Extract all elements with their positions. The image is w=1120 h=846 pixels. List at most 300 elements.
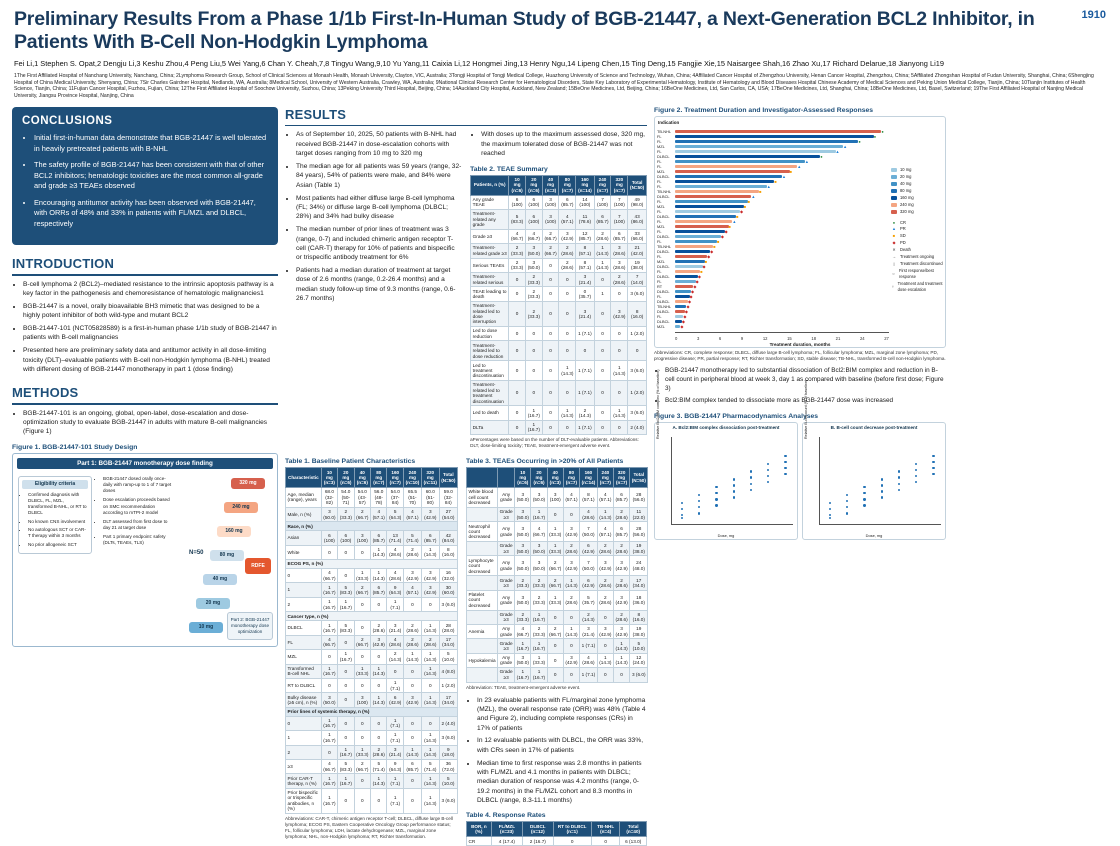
col-header: TB-NHL (n=4)	[591, 822, 620, 837]
x-tick-label: 21	[835, 336, 841, 342]
table-cell: 6 (42.9)	[387, 693, 404, 707]
results-right-block	[470, 130, 647, 449]
table-cell: 3 (42.9)	[421, 507, 439, 521]
table-cell: 3 (100)	[354, 531, 370, 545]
table-cell: 6 (100)	[525, 209, 542, 229]
table-cell: 0	[321, 545, 337, 559]
table-cell: Grade ≥3	[498, 639, 515, 653]
data-point	[784, 467, 786, 469]
swimmer-bar	[675, 165, 797, 168]
legend-label: CR	[900, 219, 906, 225]
table3-caption: Table 3. TEAEs Occurring in >20% of All Patients	[466, 458, 624, 466]
legend-symbol-icon: |	[893, 261, 895, 267]
table-row	[286, 560, 458, 569]
table-cell: 1 (14.3)	[611, 406, 628, 420]
table3-block	[466, 451, 647, 846]
legend-item-response	[891, 233, 943, 239]
swimmer-bar	[675, 145, 843, 148]
data-point	[846, 494, 848, 496]
table-cell: 0	[421, 716, 439, 730]
swimmer-bar	[675, 265, 703, 268]
table-cell: Prior CAR-T therapy, n (%)	[286, 774, 322, 788]
table-cell: 0	[371, 731, 387, 745]
table-cell: 0	[542, 361, 559, 381]
response-marker-icon: ■	[774, 178, 777, 184]
swimmer-row-label: DLBCL	[657, 234, 670, 240]
table-cell: 3 (100)	[542, 195, 559, 209]
introduction-list	[12, 280, 278, 375]
response-notes	[466, 696, 647, 806]
list-item: • Bcl2:BIM complex tended to dissociate more as BGB-21447 dose was increased	[665, 397, 946, 406]
table-cell: 6 (85.7)	[559, 195, 576, 209]
table-cell: 1 (14.3)	[371, 664, 387, 678]
table-cell: 3 (21.4)	[387, 621, 404, 635]
data-point	[881, 484, 883, 486]
table-cell: 9 (18.0)	[439, 745, 457, 759]
response-marker-icon: ◆	[691, 288, 695, 294]
table-cell: 0	[509, 301, 526, 326]
list-item: • Part 1 primary endpoint: safety (DLTs, TEAEs, TLS)	[103, 534, 175, 546]
table-cell: 2 (28.6)	[594, 229, 611, 243]
swimmer-bar	[675, 188, 762, 194]
table-cell: 0	[542, 341, 559, 361]
table-cell: Any grade	[498, 624, 515, 638]
table4-body	[467, 837, 647, 846]
table-cell: 3 (42.9)	[611, 301, 628, 326]
table-cell: 1 (14.3)	[421, 693, 439, 707]
list-item: • BGB-21447 dosed orally once-daily with ramp-up to 1 of 7 target doses	[103, 476, 175, 495]
list-item: • Most patients had either diffuse large B-cell lymphoma (FL; 34%) or diffuse large B-cell lymphoma (DLBCL; 28%) and 34% had bulky disease	[296, 194, 462, 222]
affiliation-list: 1The First Affiliated Hospital of Nanchang University, Nanchang, China; 2Lymphoma Research Group, School of Clinical Sciences at Monash Health, Monash University, Clayton, VIC, Australia; 3Tongji Hospital of Tongji Medical College, Huazhong University of Science and Technology, Wuhan, China; 4Affiliated Cancer Hospital of Zhengzhou University, Henan Cancer Hospital, Zhengzhou, China; 5Affiliated Zhongshan Hospital of Fudan University, Shanghai, China; 6Shengjing Hospital of China Medical University, Shenyang, China; 7Sir Charles Gairdner Hospital, Nedlands, WA, Australia; 8Medical School, University of Western Australia, Crawley, WA, Australia; 9National Clinical Research Center for Hematological Disorders, State Key Laboratory of Experimental Hematology, Institute of Hematology and Blood Diseases Hospital Chinese Academy of Medical Sciences and Peking Union Medical College, Tianjin, China; 10Tianjin Institutes of Health Science, Tianjin, China; 11Fujian Cancer Hospital, Fuzhou, Fujian, China; 12The First Affiliated Hospital of Soochow University, Suzhou, China; 13Peking University Third Hospital, Beijing, China; 14Auckland City Hospital, Auckland, New Zealand; 15BeOne Medicines, Ltd, Beijing, China; 16BeOne Medicines, Ltd, San Carlos, CA, USA; 17BeOne Medicines, Ltd, Shanghai, China; 18BeOne Medicines, Ltd, Basel, Switzerland; 19The First Affiliated Hospital of Nanjing Medical University, Jiangsu Province Hospital, Nanjing, China	[14, 72, 1094, 99]
table-cell: 3 (42.9)	[613, 556, 629, 576]
table-cell: 3 (42.9)	[563, 653, 579, 667]
table-cell: 1 (14.3)	[421, 664, 439, 678]
swimmer-row-label: FL	[657, 294, 662, 300]
table-cell: 19 (38.0)	[628, 258, 647, 272]
table-cell: 3 (50.0)	[531, 542, 547, 556]
data-point	[915, 463, 917, 465]
table3-footnote: Abbreviation: TEAE, treatment-emergent adverse event.	[466, 684, 581, 690]
table-cell: Led to death	[471, 406, 509, 420]
table-cell: 2 (33.3)	[531, 576, 547, 590]
table-cell: 7 (100)	[594, 195, 611, 209]
table-cell: 0	[509, 420, 526, 434]
table-cell: 2 (28.6)	[597, 576, 613, 590]
legend-symbol-icon: →	[892, 254, 896, 260]
table-cell: 4 (57.1)	[403, 583, 421, 597]
swimmer-row-label: FL	[657, 314, 662, 320]
swimmer-row-label: FL	[657, 239, 662, 245]
table-cell: 2 (33.3)	[515, 576, 531, 590]
legend-label: Treatment ongoing	[900, 254, 935, 260]
table-cell: TEAE leading to death	[471, 287, 509, 301]
swimmer-row-label: FL	[657, 139, 662, 145]
data-point	[932, 455, 934, 457]
swimmer-row-label: MZL	[657, 259, 665, 265]
table-cell: 4 (57.1)	[597, 522, 613, 542]
table-cell	[467, 668, 498, 682]
data-point	[681, 514, 683, 516]
table-cell: Treatment-related grade ≥3	[471, 244, 509, 258]
x-tick-label: 9	[740, 336, 744, 342]
table-cell: 1 (14.3)	[403, 745, 421, 759]
table-cell: 3 (50.0)	[515, 542, 531, 556]
table-cell: 11 (78.6)	[576, 209, 594, 229]
col-header: 320 mg (n=7)	[613, 468, 629, 488]
table-cell: 3 (100)	[547, 488, 563, 508]
table-row	[471, 341, 647, 361]
table-cell: 6 (85.7)	[403, 759, 421, 773]
table-cell: 3 (6.0)	[628, 287, 647, 301]
table-cell: 1 (14.3)	[613, 639, 629, 653]
table-cell: Hypokalemia	[467, 653, 498, 667]
table-cell: 1 (33.3)	[354, 745, 370, 759]
legend-swatch	[891, 182, 897, 186]
table-cell: 2	[286, 597, 322, 611]
table3-body	[467, 488, 648, 683]
list-item: • Median time to first response was 2.8 months in patients with FL/MZL and 4.1 months in patients with DLBCL; median duration of response was 4.2 months (range, 0-19.2 months) in the FL/MZL cohort and 8.3 months in DLBCL (range, 8.3-11.1 months)	[477, 759, 647, 806]
col-header: 80 mg (n=7)	[559, 175, 576, 195]
table-cell: 3 (50.0)	[525, 244, 542, 258]
table-cell: 2 (14.3)	[576, 406, 594, 420]
figure3-panel-b-plot	[819, 437, 941, 525]
table-cell: 1 (7.1)	[576, 361, 594, 381]
figure2-y-tick-labels	[657, 129, 671, 329]
table-row	[471, 406, 647, 420]
table-cell: 0	[387, 664, 404, 678]
table-cell: 0	[559, 287, 576, 301]
table-cell: 1 (16.7)	[321, 597, 337, 611]
table-cell: 0	[559, 327, 576, 341]
table-cell: 0	[563, 507, 579, 521]
table-cell: 17 (34.0)	[439, 693, 457, 707]
table-cell: 0	[525, 341, 542, 361]
swimmer-row-label: MZL	[657, 144, 665, 150]
table-cell: 0	[559, 381, 576, 406]
table-cell: 3 (50.0)	[321, 507, 337, 521]
table-cell: 12 (24.0)	[630, 653, 648, 667]
table-cell: 0	[594, 272, 611, 286]
dose-notes-list	[97, 476, 175, 547]
swimmer-row-label: MZL	[657, 224, 665, 230]
table-row	[471, 229, 647, 243]
list-item: • Dose escalation proceeds based on SMC recommendation according to mTPI-2 model	[103, 497, 175, 516]
table-cell: 0	[403, 678, 421, 692]
data-point	[915, 481, 917, 483]
table-cell: 54.0 (37-84)	[387, 488, 404, 508]
table-cell: Any grade	[498, 653, 515, 667]
table-cell: 0	[628, 341, 647, 361]
table-cell: 1 (16.7)	[515, 639, 531, 653]
table-cell: 0	[371, 716, 387, 730]
legend-swatch	[891, 168, 897, 172]
data-point	[767, 481, 769, 483]
table-cell: 0	[354, 788, 370, 813]
table-row	[467, 624, 648, 638]
legend-swatch	[891, 203, 897, 207]
swimmer-row-label: DLBCL	[657, 249, 670, 255]
data-point	[750, 483, 752, 485]
list-item: • No prior allogeneic SCT	[28, 542, 88, 548]
table-section-header: Prior lines of systemic therapy, n (%)	[286, 707, 458, 716]
table-cell: 1 (14.3)	[421, 731, 439, 745]
table-cell: 0	[509, 361, 526, 381]
introduction-heading: INTRODUCTION	[12, 256, 115, 272]
table-cell: 4 (28.6)	[387, 569, 404, 583]
swimmer-row-label: DLBCL	[657, 194, 670, 200]
table-cell: 4 (57.1)	[371, 507, 387, 521]
swimmer-bar	[675, 203, 747, 209]
data-point	[784, 473, 786, 475]
table-cell: 3 (50.0)	[531, 488, 547, 508]
data-point	[898, 470, 900, 472]
table-cell: 19 (38.0)	[630, 624, 648, 638]
table-cell: 2 (28.6)	[613, 542, 629, 556]
table-row	[286, 583, 458, 597]
table-cell: 3 (100)	[354, 693, 370, 707]
response-marker-icon: ■	[717, 238, 720, 244]
table-cell: 2 (28.6)	[559, 244, 576, 258]
data-point	[863, 492, 865, 494]
legend-swatch	[891, 189, 897, 193]
table-cell: 21 (42.0)	[628, 244, 647, 258]
table-cell: Prior bispecific or trispecific antibodies, n (%)	[286, 788, 322, 813]
table-cell: 3 (42.9)	[613, 624, 629, 638]
table-cell: 2 (28.6)	[563, 590, 579, 610]
table-cell: 1 (14.3)	[421, 545, 439, 559]
response-marker-icon: ■	[759, 188, 762, 194]
response-marker-icon: ◆	[686, 303, 690, 309]
table-cell: 0	[509, 341, 526, 361]
swimmer-bar	[675, 175, 782, 178]
col-header: Patients, n (%)	[471, 175, 509, 195]
swimmer-row-label: FL	[657, 209, 662, 215]
table-cell: 0	[509, 327, 526, 341]
legend-item-dose	[891, 195, 943, 201]
table-cell: Asian	[286, 531, 322, 545]
col-header: Total (n=40)	[620, 822, 647, 837]
table-cell: 0	[547, 507, 563, 521]
table-cell: 3 (21.4)	[576, 301, 594, 326]
table-cell: 1	[594, 287, 611, 301]
table-cell: 12 (85.7)	[576, 229, 594, 243]
table-cell: FL	[286, 635, 322, 649]
table-cell: 0	[594, 361, 611, 381]
col-header: 160 mg (n=7)	[387, 468, 404, 488]
table-cell: 1 (14.3)	[563, 624, 579, 638]
legend-label: 40 mg	[900, 180, 912, 186]
table-cell: 30 (60.0)	[439, 583, 457, 597]
list-item: • Encouraging antitumor activity has been observed with BGB-21447, with ORRs of 48% and 33% in patients with FL/MZL and DLBCL, respectively	[34, 198, 268, 230]
response-marker-icon: ▲	[835, 148, 840, 154]
data-point	[733, 484, 735, 486]
table-cell: 3 (42.9)	[421, 583, 439, 597]
table-cell: 0	[286, 716, 322, 730]
table-cell: 1 (33.3)	[531, 653, 547, 667]
swimmer-bar	[675, 255, 707, 258]
table-cell: 3 (50.0)	[515, 653, 531, 667]
table-cell: 0	[547, 610, 563, 624]
swimmer-bar	[675, 178, 777, 184]
table-cell: 2 (66.7)	[354, 635, 370, 649]
table-cell: 2 (33.3)	[515, 610, 531, 624]
table-cell: 2 (28.6)	[371, 745, 387, 759]
col-header: 20 mg (n=6)	[525, 175, 542, 195]
table-row	[467, 488, 648, 508]
list-item: • DLT assessed from first dose to day 21 at target dose	[103, 519, 175, 531]
table-cell: 2 (28.6)	[597, 590, 613, 610]
table-row	[471, 244, 647, 258]
table-cell: 1 (2.0)	[439, 678, 457, 692]
swimmer-row-label: TB-NHL	[657, 129, 672, 135]
table-cell: 4 (66.7)	[531, 522, 547, 542]
data-point	[767, 475, 769, 477]
table-cell: 5 (83.3)	[509, 209, 526, 229]
swimmer-row-label: TB-NHL	[657, 304, 672, 310]
data-point	[863, 486, 865, 488]
table-cell: 2 (14.3)	[387, 650, 404, 664]
table-cell: 6 (85.7)	[611, 229, 628, 243]
table-cell: 3 (21.4)	[580, 624, 598, 638]
swimmer-bar	[675, 220, 732, 223]
data-point	[846, 506, 848, 508]
table-cell: 0	[354, 678, 370, 692]
table-cell: 0	[403, 731, 421, 745]
swimmer-row-label: RT	[657, 284, 663, 290]
table-cell: 19 (38.0)	[630, 542, 648, 556]
list-item: • No autologous SCT or CAR-T therapy within 3 months	[28, 527, 88, 539]
table-cell: 0	[576, 341, 594, 361]
table-cell: 16 (32.0)	[439, 569, 457, 583]
data-point	[915, 469, 917, 471]
legend-item-dose	[891, 202, 943, 208]
swimmer-bar	[675, 258, 708, 264]
data-point	[750, 489, 752, 491]
table-cell: 0	[354, 774, 370, 788]
table-cell: 54.0 (50-71)	[338, 488, 354, 508]
table-cell: 2 (66.7)	[354, 583, 370, 597]
table-cell: 1 (33.3)	[547, 590, 563, 610]
table-cell: 0	[594, 327, 611, 341]
col-header: 40 mg (n=3)	[547, 468, 563, 488]
table-cell	[467, 639, 498, 653]
legend-item-dose	[891, 209, 943, 215]
table-cell: 0	[542, 301, 559, 326]
divider	[285, 125, 647, 126]
table-cell: 4 (57.1)	[563, 488, 579, 508]
table-cell: Treatment-related serious	[471, 272, 509, 286]
data-point	[863, 498, 865, 500]
table-cell: 4 (17.4)	[491, 837, 522, 846]
table-cell: 28 (28.0)	[439, 621, 457, 635]
table-cell: 18 (36.0)	[630, 590, 648, 610]
table-cell: 5 (71.4)	[403, 531, 421, 545]
table-common-teaes	[466, 467, 648, 683]
table-row	[286, 569, 458, 583]
swimmer-bar	[675, 250, 710, 253]
table-cell: Treatment-related led to treatment discontinuation	[471, 381, 509, 406]
table-cell: 0	[354, 545, 370, 559]
data-point	[829, 508, 831, 510]
table-cell: Anemia	[467, 624, 498, 638]
table-cell: 6 (42.9)	[580, 576, 598, 590]
table-cell: 0	[321, 650, 337, 664]
response-marker-icon: ◆	[683, 313, 687, 319]
table-cell: 3 (6.0)	[630, 668, 648, 682]
data-point	[715, 492, 717, 494]
table-cell: 0	[403, 716, 421, 730]
part2-label: Part 2: BGB-21447 monotherapy dose optimization	[227, 612, 273, 640]
table-header-row	[471, 175, 647, 195]
table-cell: 1 (14.3)	[371, 569, 387, 583]
table-cell: 4 (66.7)	[321, 759, 337, 773]
list-item: • In 23 evaluable patients with FL/marginal zone lymphoma (MZL), the overall response rate (ORR) was 48% (Table 4 and Figure 2), including complete responses (CRs) in 17% of patients	[477, 696, 647, 733]
table-cell: 3 (42.9)	[421, 569, 439, 583]
legend-item-response	[891, 281, 943, 293]
data-point	[681, 502, 683, 504]
table-cell: 0	[338, 716, 354, 730]
swimmer-row-label: TB-NHL	[657, 189, 672, 195]
swimmer-row-label: DLBCL	[657, 214, 670, 220]
response-marker-icon: ▲	[766, 183, 771, 189]
data-point	[698, 512, 700, 514]
table-cell: 0	[371, 678, 387, 692]
figure3-panel-b-title: B. B-cell count decrease post-treatment	[830, 424, 918, 430]
legend-item-response	[891, 261, 943, 267]
table-cell: 4 (28.6)	[580, 653, 598, 667]
table-cell: Grade ≥3	[471, 229, 509, 243]
table2-caption: Table 2. TEAE Summary	[470, 165, 548, 173]
table-response-rates	[466, 821, 647, 846]
data-point	[733, 496, 735, 498]
table-cell: 3 (50.0)	[531, 556, 547, 576]
figure2-footnote: Abbreviations: CR, complete response; DLBCL, diffuse large B-cell lymphoma; FL, follicular lymphoma; MZL, marginal zone lymphoma; PD, progressive disease; PR, partial response; RT, Richter transformation; SD, stable disease; TB-NHL, transformed B-cell non-Hodgkin lymphoma.	[654, 350, 946, 362]
table-cell: 0	[421, 597, 439, 611]
swimmer-bar	[675, 138, 861, 144]
col-header: 10 mg (n=6)	[509, 175, 526, 195]
table-cell: 6 (42.9)	[580, 542, 598, 556]
table-row	[467, 653, 648, 667]
table-cell: 1 (7.1)	[387, 731, 404, 745]
data-point	[863, 504, 865, 506]
table-cell: 14 (100)	[576, 195, 594, 209]
table-cell: 3 (50.0)	[321, 693, 337, 707]
legend-label: Treatment discontinued	[900, 261, 943, 267]
col-header: Total (N=50)	[439, 468, 457, 488]
table-cell: 3 (42.9)	[563, 522, 579, 542]
table-cell: 8 (57.1)	[580, 488, 598, 508]
legend-item-dose	[891, 181, 943, 187]
table-row	[471, 361, 647, 381]
table-cell: 0	[597, 639, 613, 653]
table-cell: 6 (100)	[321, 531, 337, 545]
legend-label: 320 mg	[900, 208, 914, 214]
table-cell: 13 (71.4)	[387, 531, 404, 545]
response-marker-icon: ◆	[695, 278, 699, 284]
legend-symbol-icon: ◆	[892, 240, 896, 246]
conclusions-list	[22, 133, 268, 229]
table-cell: 3 (28.6)	[611, 244, 628, 258]
table-cell: 3 (6.0)	[628, 406, 647, 420]
swimmer-row-label: FL	[657, 229, 662, 235]
table-cell: 0	[525, 381, 542, 406]
table-cell: 0	[559, 301, 576, 326]
data-point	[898, 489, 900, 491]
data-point	[733, 490, 735, 492]
table-cell: 1	[286, 731, 322, 745]
legend-item-dose	[891, 174, 943, 180]
table-cell: 7 (100)	[611, 195, 628, 209]
